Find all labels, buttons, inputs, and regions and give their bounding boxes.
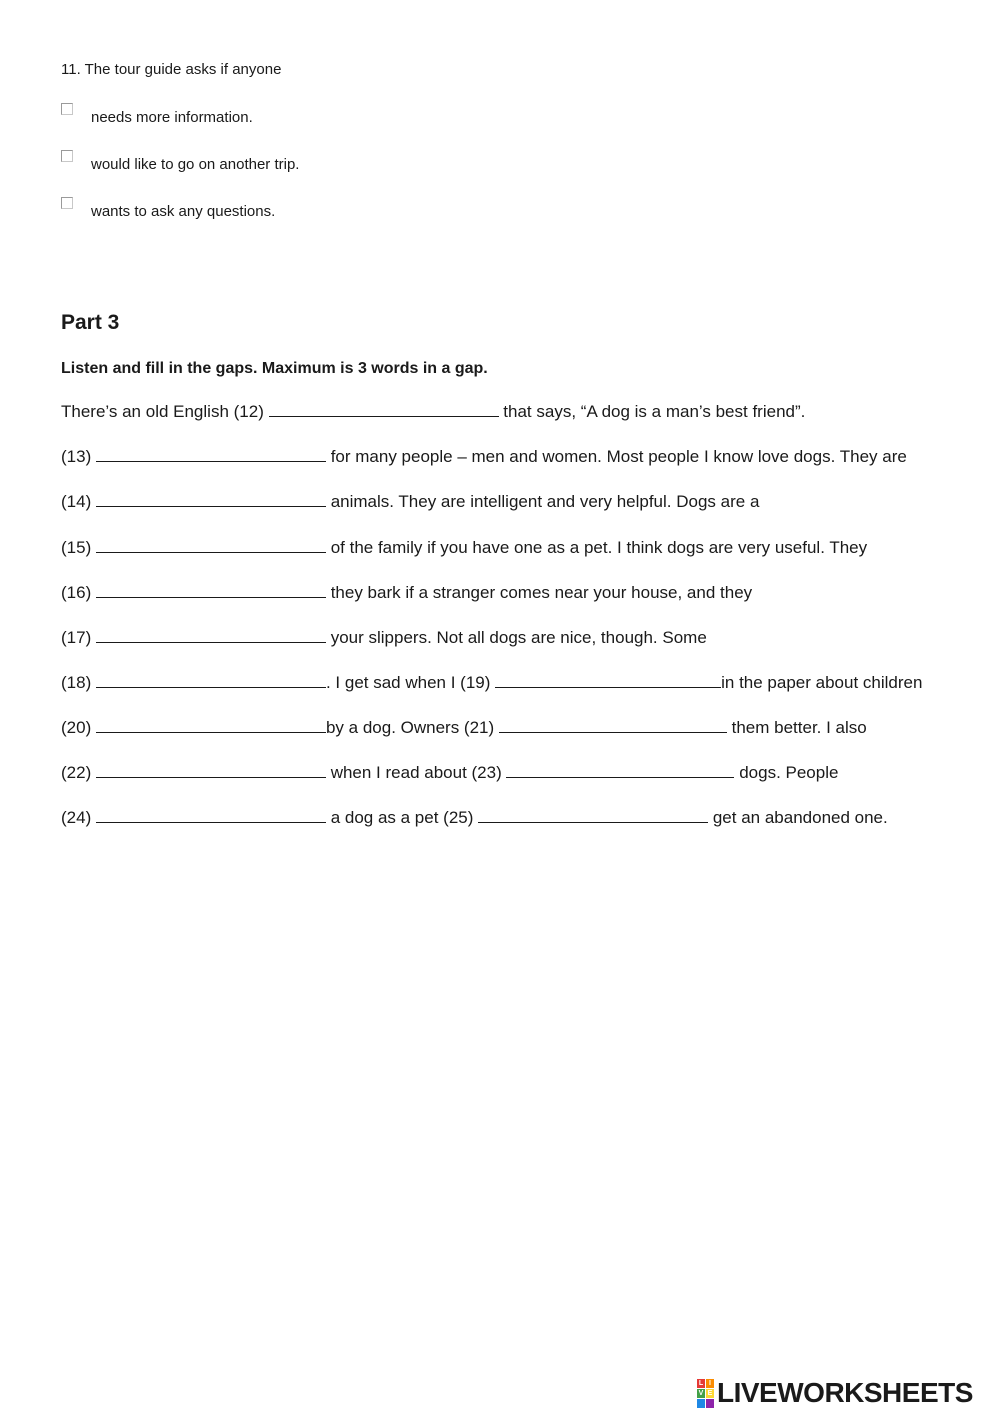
question-11-prompt: 11. The tour guide asks if anyone <box>61 61 282 78</box>
logo-block <box>697 1399 705 1408</box>
line-text: that says, “A dog is a man’s best friend”. <box>498 402 806 421</box>
gap-line-20-21 <box>61 718 867 738</box>
gap-line-24-25 <box>61 808 888 828</box>
logo-text: LIVEWORKSHEETS <box>717 1377 973 1408</box>
gap-input-16[interactable] <box>96 583 326 598</box>
checkbox-option-2[interactable] <box>61 150 73 162</box>
logo-block: I <box>706 1379 714 1388</box>
gap-input-19[interactable] <box>495 673 721 688</box>
gap-input-24[interactable] <box>96 808 326 823</box>
option-3-label: wants to ask any questions. <box>91 203 276 220</box>
line-text: when I read about (23) <box>325 763 507 782</box>
liveworksheets-logo <box>697 1377 973 1409</box>
answer-option-3[interactable] <box>61 196 276 220</box>
line-text: (20) <box>61 718 96 737</box>
gap-input-17[interactable] <box>96 628 326 643</box>
gap-line-17 <box>61 628 707 648</box>
line-text: . I get sad when I (19) <box>325 673 496 692</box>
logo-block: L <box>698 1379 704 1387</box>
gap-input-12[interactable] <box>269 402 499 417</box>
line-text: get an abandoned one. <box>708 808 888 827</box>
line-text: by a dog. Owners (21) <box>325 718 499 737</box>
line-text: (18) <box>61 673 96 692</box>
gap-input-21[interactable] <box>499 718 727 733</box>
gap-line-13 <box>61 447 907 467</box>
part-3-instructions: Listen and fill in the gaps. Maximum is 3 words in a gap. <box>61 360 488 377</box>
logo-block <box>706 1399 714 1408</box>
gap-line-16 <box>61 583 752 603</box>
gap-input-20[interactable] <box>96 718 326 733</box>
line-text: (15) <box>61 538 96 557</box>
line-text: (24) <box>61 808 96 827</box>
line-text: (14) <box>61 492 96 511</box>
part-3-title: Part 3 <box>61 311 120 334</box>
logo-block: V <box>698 1389 704 1397</box>
logo-blocks-icon <box>697 1379 714 1408</box>
line-text: (16) <box>61 583 96 602</box>
gap-input-13[interactable] <box>96 447 326 462</box>
gap-input-25[interactable] <box>478 808 708 823</box>
line-text: for many people – men and women. Most people I know love dogs. They are <box>325 447 907 466</box>
logo-block: E <box>707 1389 713 1397</box>
line-text: There’s an old English (12) <box>61 402 269 421</box>
line-text: (17) <box>61 628 96 647</box>
gap-input-22[interactable] <box>96 763 326 778</box>
line-text: animals. They are intelligent and very helpful. Dogs are a <box>325 492 760 511</box>
line-text: in the paper about children <box>721 673 923 692</box>
checkbox-option-3[interactable] <box>61 197 73 209</box>
line-text: they bark if a stranger comes near your house, and they <box>325 583 753 602</box>
gap-line-18-19 <box>61 673 922 693</box>
answer-option-1[interactable] <box>61 102 253 126</box>
line-text: (22) <box>61 763 96 782</box>
line-text: of the family if you have one as a pet. I think dogs are very useful. They <box>325 538 868 557</box>
line-text: them better. I also <box>726 718 867 737</box>
line-text: your slippers. Not all dogs are nice, though. Some <box>325 628 707 647</box>
option-1-label: needs more information. <box>91 109 253 126</box>
answer-option-2[interactable] <box>61 149 300 173</box>
gap-line-22-23 <box>61 763 838 783</box>
gap-input-15[interactable] <box>96 538 326 553</box>
option-2-label: would like to go on another trip. <box>91 156 300 173</box>
gap-line-12 <box>61 402 805 422</box>
checkbox-option-1[interactable] <box>61 103 73 115</box>
line-text: dogs. People <box>734 763 839 782</box>
gap-input-23[interactable] <box>506 763 734 778</box>
gap-input-14[interactable] <box>96 492 326 507</box>
gap-line-15 <box>61 538 867 558</box>
gap-line-14 <box>61 492 759 512</box>
line-text: (13) <box>61 447 96 466</box>
gap-input-18[interactable] <box>96 673 326 688</box>
line-text: a dog as a pet (25) <box>325 808 479 827</box>
